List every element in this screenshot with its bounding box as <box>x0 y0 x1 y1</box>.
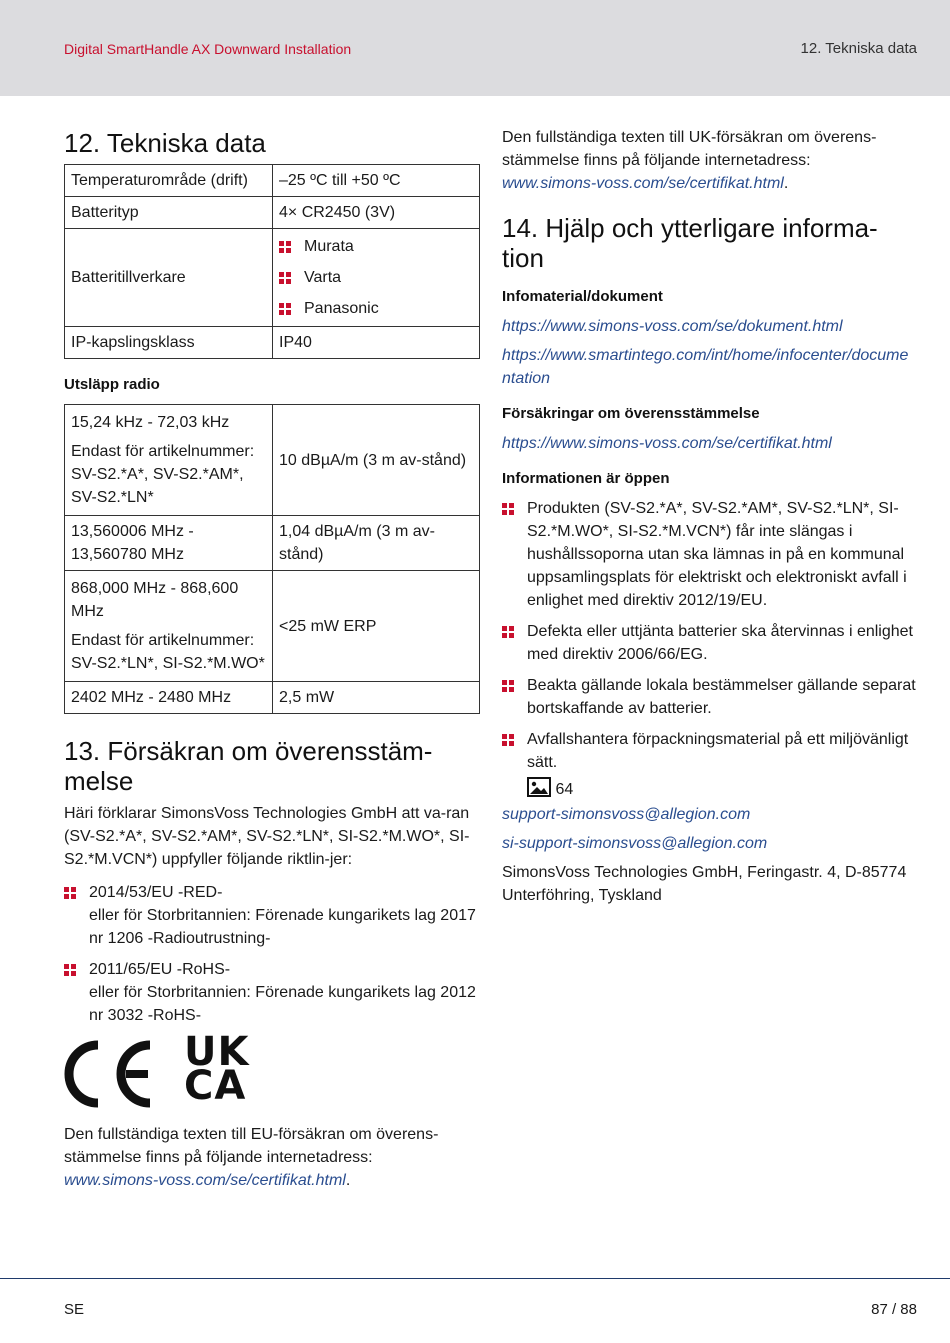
list-item <box>502 497 917 612</box>
document-title: Digital SmartHandle AX Downward Installation <box>64 41 352 57</box>
table-row <box>65 197 480 229</box>
info-heading: Infomaterial/dokument <box>502 288 663 305</box>
uk-period: . <box>783 175 789 192</box>
ukca-bottom: CA <box>184 1063 247 1109</box>
declaration-intro: Häri förklarar SimonsVoss Technologies GmbH att va-ran (SV-S2.*A*, SV-S2.*AM*, SV-S2.*LN*, SI-S2.*M.WO*, SI-S2.*M.VCN*) uppfyller följande riktlin-jer: <box>64 805 470 868</box>
manufacturer: Varta <box>304 269 342 286</box>
packaging-note: Avfallshantera förpackningsmaterial på ett miljövänligt sätt. <box>527 731 909 771</box>
manufacturer: Panasonic <box>304 300 379 317</box>
table-row <box>65 571 480 682</box>
tech-data-table <box>64 164 480 359</box>
list-item <box>502 620 917 666</box>
table-row <box>65 682 480 714</box>
table-row <box>65 229 480 327</box>
directive: 2014/53/EU -RED- <box>89 884 223 901</box>
directive-uk: eller för Storbritannien: Förenade kungarikets lag 2017 nr 1206 -Radioutrustning- <box>89 907 476 947</box>
table-row <box>65 516 480 571</box>
article-note: Endast för artikelnummer: SV-S2.*LN*, SI-S2.*M.WO* <box>71 632 265 672</box>
company-address: SimonsVoss Technologies GmbH, Feringastr. 4, D-85774 Unterföhring, Tyskland <box>502 864 907 904</box>
infocenter-link[interactable]: https://www.smartintego.com/int/home/infocenter/documentation <box>502 347 909 387</box>
list-item <box>64 881 480 950</box>
disposal-note: Produkten (SV-S2.*A*, SV-S2.*AM*, SV-S2.*LN*, SI-S2.*M.WO*, SI-S2.*M.VCN*) får inte slängas i hushållssoporna utan ska lämnas in på en kommunal uppsamlingsplats för elektriskt och elektroniskt avfall i enlighet med direktiv 2012/19/EU. <box>527 500 907 609</box>
section-14-title: 14. Hjälp och ytterligare informa-tion <box>502 213 878 273</box>
page-header <box>0 0 950 96</box>
table-cell-key: IP-kapslingsklass <box>65 327 273 359</box>
bullet-icon <box>502 680 514 692</box>
table-cell-value: 2,5 mW <box>273 682 480 714</box>
list-item <box>279 235 473 258</box>
right-column <box>502 126 917 913</box>
footer-divider <box>0 1278 950 1279</box>
eu-declaration-text <box>64 1123 480 1192</box>
list-item <box>279 297 473 320</box>
bullet-icon <box>502 503 514 515</box>
bullet-icon <box>279 241 291 253</box>
table-cell-key: 2402 MHz - 2480 MHz <box>65 682 273 714</box>
table-cell-key: Batteritillverkare <box>65 229 273 327</box>
bullet-icon <box>502 626 514 638</box>
article-note: Endast för artikelnummer: SV-S2.*A*, SV-S2.*AM*, SV-S2.*LN* <box>71 443 255 506</box>
image-reference <box>527 777 917 801</box>
frequency: 868,000 MHz - 868,600 MHz <box>71 580 239 620</box>
table-row <box>65 165 480 197</box>
table-row <box>65 405 480 516</box>
table-cell-key: Batterityp <box>65 197 273 229</box>
footer-language: SE <box>64 1301 85 1318</box>
battery-note: Defekta eller uttjänta batterier ska återvinnas i enlighet med direktiv 2006/66/EG. <box>527 623 913 663</box>
bullet-icon <box>502 734 514 746</box>
manufacturer: Murata <box>304 238 354 255</box>
left-column <box>64 126 480 1198</box>
header-section-title: 12. Tekniska data <box>800 40 917 57</box>
eu-declaration-body: Den fullständiga texten till EU-försäkran om överens-stämmelse finns på följande internetadress: <box>64 1126 439 1166</box>
table-cell-value: <25 mW ERP <box>273 571 480 682</box>
support-email-link[interactable]: support-simonsvoss@allegion.com <box>502 806 751 823</box>
declarations-heading: Försäkringar om överensstämmelse <box>502 405 760 422</box>
table-cell-key: Temperaturområde (drift) <box>65 165 273 197</box>
si-support-email-link[interactable]: si-support-simonsvoss@allegion.com <box>502 835 768 852</box>
list-item <box>64 958 480 1027</box>
radio-table <box>64 404 480 714</box>
ukca-top: UK <box>184 1029 250 1075</box>
certificates-link[interactable]: https://www.simons-voss.com/se/certifikat.html <box>502 435 832 452</box>
list-item <box>279 266 473 289</box>
directive-uk: eller för Storbritannien: Förenade kungarikets lag 2012 nr 3032 -RoHS- <box>89 984 476 1024</box>
documents-link[interactable]: https://www.simons-voss.com/se/dokument.html <box>502 318 843 335</box>
conformity-logos <box>64 1029 480 1117</box>
table-cell-value: –25 ºC till +50 ºC <box>273 165 480 197</box>
regulations-note: Beakta gällande lokala bestämmelser gällande separat bortskaffande av batterier. <box>527 677 916 717</box>
page-number: 87 / 88 <box>871 1301 917 1318</box>
bullet-icon <box>64 887 76 899</box>
eu-certificate-link[interactable]: www.simons-voss.com/se/certifikat.html <box>64 1172 346 1189</box>
table-cell-value: IP40 <box>273 327 480 359</box>
frequency: 15,24 kHz - 72,03 kHz <box>71 414 230 431</box>
table-cell-value: 1,04 dBµA/m (3 m av-stånd) <box>273 516 480 571</box>
table-cell-value: 4× CR2450 (3V) <box>273 197 480 229</box>
uk-certificate-link[interactable]: www.simons-voss.com/se/certifikat.html <box>502 175 784 192</box>
list-item <box>502 728 917 801</box>
bullet-icon <box>279 272 291 284</box>
uk-declaration-text <box>502 126 917 195</box>
ukca-mark-icon <box>184 1029 250 1109</box>
list-item <box>502 674 917 720</box>
public-info-heading: Informationen är öppen <box>502 470 670 487</box>
section-12-title: 12. Tekniska data <box>64 128 266 158</box>
image-icon <box>527 777 551 797</box>
image-page-number: 64 <box>555 781 574 798</box>
eu-period: . <box>345 1172 351 1189</box>
table-cell-value <box>273 229 480 327</box>
bullet-icon <box>64 964 76 976</box>
section-13-title: 13. Försäkran om överensstäm-melse <box>64 736 433 796</box>
radio-heading: Utsläpp radio <box>64 376 160 393</box>
table-cell-key: 13,560006 MHz - 13,560780 MHz <box>65 516 273 571</box>
table-row <box>65 327 480 359</box>
bullet-icon <box>279 303 291 315</box>
table-cell-key <box>65 405 273 516</box>
directive: 2011/65/EU -RoHS- <box>89 961 231 978</box>
table-cell-value: 10 dBµA/m (3 m av-stånd) <box>273 405 480 516</box>
table-cell-key <box>65 571 273 682</box>
uk-declaration-body: Den fullständiga texten till UK-försäkran om överens-stämmelse finns på följande internetadress: <box>502 129 877 169</box>
